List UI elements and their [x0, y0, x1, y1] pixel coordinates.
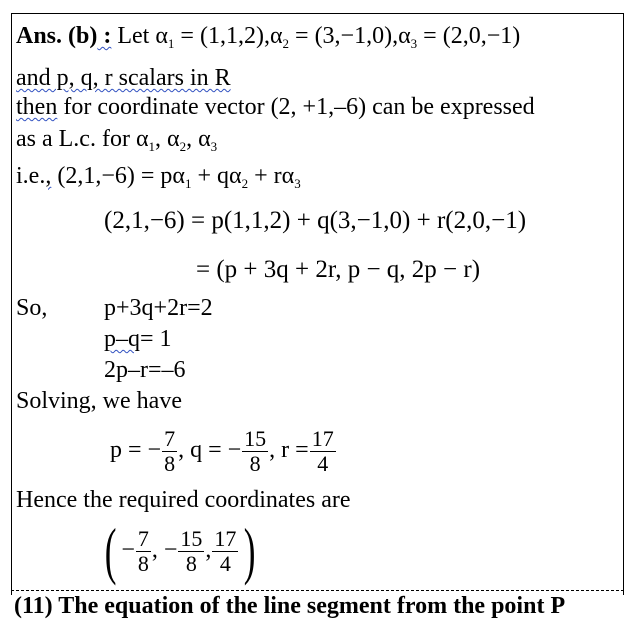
so-label: So, [16, 295, 48, 321]
coord-fraction-3 [212, 527, 238, 576]
alpha2-value: = (3,−1,0), [289, 23, 399, 49]
final-coordinates [100, 515, 261, 587]
coord-fraction-2 [178, 527, 204, 576]
coord-sep-2: , [205, 537, 212, 563]
coord-minus-1: − [121, 537, 135, 563]
coord2-denominator: 8 [178, 551, 204, 576]
coord-sep-1: , − [151, 537, 178, 563]
section-divider [11, 590, 624, 591]
ie-equation: (2,1,−6) = pα [51, 163, 185, 189]
q-numerator: 15 [244, 425, 267, 451]
r-denominator: 4 [310, 451, 336, 476]
system-eq1: p+3q+2r=2 [104, 295, 213, 321]
alpha3-subscript: 3 [410, 36, 418, 51]
coord2-numerator: 15 [180, 525, 203, 551]
open-paren: ( [104, 515, 117, 587]
ie-label: i.e. [16, 163, 46, 189]
combined-equation: = (p + 3q + 2r, p − q, 2p − r) [196, 256, 481, 283]
r-numerator: 17 [311, 425, 334, 451]
ie-r-term: + rα [248, 163, 295, 189]
ie-sub2: 2 [241, 176, 249, 191]
alpha2-symbol: α [269, 23, 283, 49]
p-equals: p = − [110, 437, 162, 463]
lc-sub2: 2 [179, 139, 187, 154]
coord3-denominator: 4 [212, 551, 238, 576]
alpha1-symbol: α [155, 23, 168, 49]
system-eq2-line [104, 325, 172, 353]
close-paren: ) [244, 515, 256, 587]
next-question-fragment: (11) The equation of the line segment from the point P [14, 593, 566, 619]
r-fraction [310, 427, 336, 476]
coordinate-vector-line [16, 93, 535, 121]
q-denominator: 8 [242, 451, 268, 476]
answer-heading-line [16, 22, 520, 58]
p-fraction [162, 427, 177, 476]
alpha2-subscript: 2 [282, 36, 290, 51]
scalars-text: and p, q, r scalars in R [16, 65, 231, 91]
linear-combination-line [16, 125, 217, 161]
coord-fraction-1 [136, 527, 151, 576]
p-denominator: 8 [164, 450, 176, 476]
q-fraction [242, 427, 268, 476]
let-word: Let [111, 23, 156, 49]
ie-equation-line [16, 162, 301, 198]
lc-text: as a L.c. for α [16, 126, 149, 152]
hence-text: Hence the required coordinates are [16, 487, 351, 513]
system-eq2-lhs: p–q [104, 326, 140, 352]
coord1-denominator: 8 [137, 550, 149, 576]
scalars-line [16, 64, 231, 92]
ie-sub3: 3 [294, 176, 301, 191]
then-word: then [16, 94, 58, 120]
lc-sub3: 3 [210, 139, 218, 154]
expanded-equation: (2,1,−6) = p(1,1,2) + q(3,−1,0) + r(2,0,−1) [104, 207, 527, 234]
alpha1-subscript: 1 [167, 36, 175, 51]
solution-values [110, 420, 337, 480]
alpha3-symbol: α [398, 23, 411, 49]
lc-sub1: 1 [148, 139, 156, 154]
coord1-numerator: 7 [137, 525, 149, 551]
coordinate-vector-text: for coordinate vector (2, +1,–6) can be expressed [57, 94, 535, 120]
lc-alpha2: , α [155, 126, 180, 152]
solving-text: Solving, we have [16, 388, 182, 414]
alpha1-value: = (1,1,2), [174, 23, 270, 49]
ie-q-term: + qα [191, 163, 242, 189]
answer-label: Ans. (b) [16, 23, 98, 49]
q-equals: , q = − [178, 437, 242, 463]
ie-dots: , [45, 163, 52, 189]
system-eq2-rhs: = 1 [140, 326, 172, 352]
p-numerator: 7 [164, 425, 176, 451]
ie-sub1: 1 [184, 176, 192, 191]
answer-colon: : [97, 23, 112, 49]
alpha3-value: = (2,0,−1) [417, 23, 521, 49]
coord3-numerator: 17 [214, 525, 237, 551]
r-equals: , r = [269, 437, 309, 463]
lc-alpha3: , α [186, 126, 211, 152]
system-eq3: 2p–r=–6 [104, 357, 186, 383]
